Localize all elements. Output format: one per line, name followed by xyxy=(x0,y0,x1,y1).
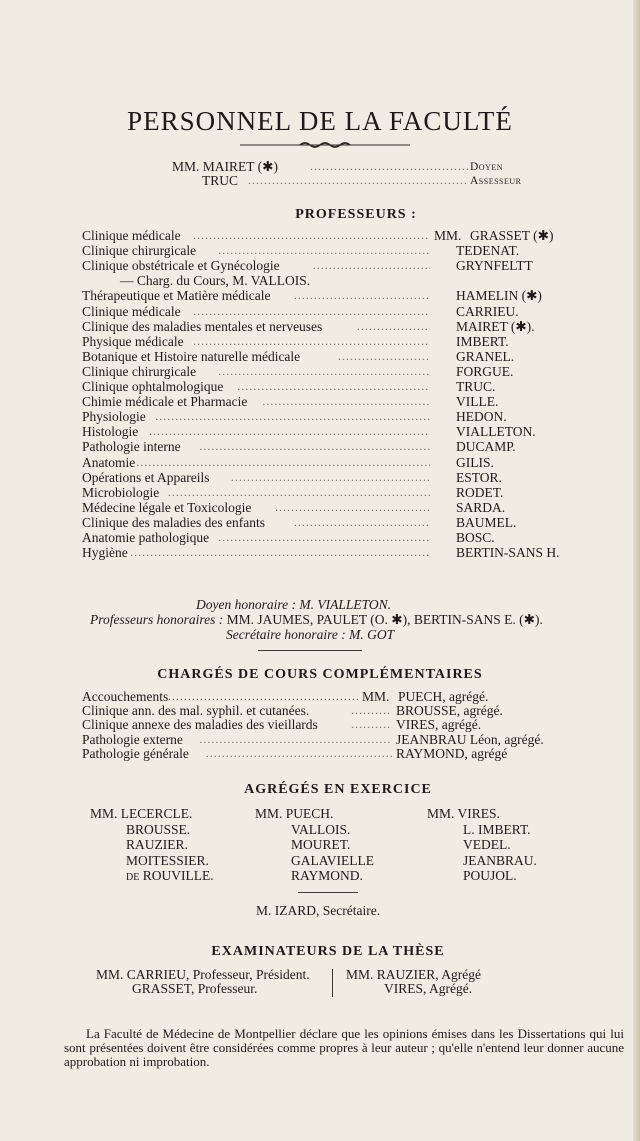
charge-name: RAYMOND, agrégé xyxy=(396,746,508,761)
professeur-subject: Clinique des maladies mentales et nerveuses xyxy=(82,319,323,334)
professeur-name: GRANEL. xyxy=(456,349,515,364)
professeur-name: VILLE. xyxy=(456,394,499,409)
professeur-name: BOSC. xyxy=(456,530,495,545)
professeur-name: RODET. xyxy=(456,485,504,500)
examinateurs-left: MM. CARRIEU, Professeur, Président. GRASSET, Professeur. xyxy=(96,967,310,996)
leader-dots xyxy=(149,424,430,439)
professeur-name: BAUMEL. xyxy=(456,515,517,530)
leader-dots xyxy=(294,288,430,303)
charge-subject: Pathologie générale xyxy=(82,746,189,761)
leader-dots xyxy=(351,703,392,718)
section-divider xyxy=(298,892,358,893)
professeur-subject: Physique médicale xyxy=(82,334,184,349)
professeur-name: GRASSET (✱) xyxy=(470,228,554,243)
professeur-subject: Clinique médicale xyxy=(82,228,181,243)
charge-name: BROUSSE, agrégé. xyxy=(396,703,503,718)
leader-dots xyxy=(193,304,430,319)
professeur-subject: Clinique ophtalmologique xyxy=(82,379,224,394)
leader-dots xyxy=(338,349,430,364)
charge-name: PUECH, agrégé. xyxy=(398,689,489,704)
professeur-subject: Clinique médicale xyxy=(82,304,181,319)
professeur-name: FORGUE. xyxy=(456,364,514,379)
professeur-name: HAMELIN (✱) xyxy=(456,288,542,303)
leader-dots xyxy=(193,334,430,349)
professeur-name: CARRIEU. xyxy=(456,304,519,319)
leader-dots xyxy=(357,319,430,334)
leader-dots xyxy=(218,364,430,379)
professeur-name: IMBERT. xyxy=(456,334,509,349)
leader-dots xyxy=(168,485,430,500)
professeur-name: HEDON. xyxy=(456,409,507,424)
professeur-subject: Hygiène xyxy=(82,545,128,560)
professeur-name: BERTIN-SANS H. xyxy=(456,545,560,560)
professeurs-honoraires: Professeurs honoraires : MM. JAUMES, PAULET (O. ✱), BERTIN-SANS E. (✱). xyxy=(90,612,543,627)
professeur-subject: Physiologie xyxy=(82,409,146,424)
professeur-subject: Chimie médicale et Pharmacie xyxy=(82,394,248,409)
agreges-column-3: MM. VIRES. L. IMBERT. VEDEL. JEANBRAU. POUJOL. xyxy=(427,806,537,883)
professeur-subject: Médecine légale et Toxicologie xyxy=(82,500,252,515)
agreges-column-1: MM. LECERCLE. BROUSSE. RAUZIER. MOITESSIER. DE ROUVILLE. xyxy=(90,806,214,883)
leader-dots xyxy=(193,228,430,243)
leader-dots xyxy=(262,394,430,409)
leader-dots xyxy=(313,258,430,273)
professeur-subject: Histologie xyxy=(82,424,139,439)
charges-prefix: MM. xyxy=(362,689,390,704)
ornament-flourish xyxy=(240,141,410,149)
leader-dots xyxy=(351,717,392,732)
faculty-disclaimer: La Faculté de Médecine de Montpellier déclare que les opinions émises dans les Dissertations qui lui sont présentées doivent être considérées comme propres à leur auteur ; qu'elle n'entend leur donner aucune approbation ni improbation. xyxy=(64,1026,624,1069)
charge-subject: Pathologie externe xyxy=(82,732,183,747)
examinateurs-right: MM. RAUZIER, Agrégé VIRES, Agrégé. xyxy=(346,967,481,996)
professeur-subject: Thérapeutique et Matière médicale xyxy=(82,288,271,303)
professeur-subject: Clinique chirurgicale xyxy=(82,243,197,258)
leader-dots xyxy=(310,159,468,174)
professeur-name: ESTOR. xyxy=(456,470,502,485)
officer-assessor-name: TRUC xyxy=(202,173,239,188)
professeur-subject: Opérations et Appareils xyxy=(82,470,210,485)
professeur-name: VIALLETON. xyxy=(456,424,536,439)
leader-dots xyxy=(231,470,430,485)
professeur-subject: Botanique et Histoire naturelle médicale xyxy=(82,349,301,364)
leader-dots xyxy=(294,515,430,530)
leader-dots xyxy=(218,530,430,545)
leader-dots xyxy=(206,746,392,761)
professeur-name: TEDENAT. xyxy=(456,243,520,258)
agreges-heading: AGRÉGÉS EN EXERCICE xyxy=(244,782,432,797)
officer-dean-name: MM. MAIRET (✱) xyxy=(172,159,278,174)
professeur-name: DUCAMP. xyxy=(456,439,516,454)
professeur-subject: Microbiologie xyxy=(82,485,160,500)
officer-dean-role: Doyen xyxy=(470,161,504,173)
page-edge-shadow xyxy=(633,0,640,1141)
agreges-column-2: MM. PUECH. VALLOIS. MOURET. GALAVIELLE RAYMOND. xyxy=(255,806,374,883)
leader-dots xyxy=(237,379,430,394)
examinateurs-heading: EXAMINATEURS DE LA THÈSE xyxy=(211,944,445,959)
charges-heading: CHARGÉS DE COURS COMPLÉMENTAIRES xyxy=(157,667,483,682)
professeurs-heading: PROFESSEURS : xyxy=(295,207,417,222)
professeur-subject: Anatomie xyxy=(82,455,136,470)
charge-name: VIRES, agrégé. xyxy=(396,717,482,732)
agreges-secretaire: M. IZARD, Secrétaire. xyxy=(256,903,381,918)
leader-dots xyxy=(218,243,430,258)
professeur-subject: — Charg. du Cours, M. VALLOIS. xyxy=(120,273,311,288)
professeur-name: GILIS. xyxy=(456,455,494,470)
charge-subject: Clinique annexe des maladies des vieillards xyxy=(82,717,318,732)
charge-name: JEANBRAU Léon, agrégé. xyxy=(396,732,544,747)
examinateurs-separator xyxy=(332,969,333,997)
professeurs-prefix: MM. xyxy=(434,228,462,243)
doyen-honoraire: Doyen honoraire : M. VIALLETON. xyxy=(196,597,391,612)
charge-subject: Clinique ann. des mal. syphil. et cutanées. xyxy=(82,703,310,718)
professeur-subject: Clinique chirurgicale xyxy=(82,364,197,379)
professeur-subject: Anatomie pathologique xyxy=(82,530,210,545)
leader-dots xyxy=(199,439,430,454)
professeur-name: MAIRET (✱). xyxy=(456,319,535,334)
leader-dots xyxy=(130,545,430,560)
professeur-subject: Clinique obstétricale et Gynécologie xyxy=(82,258,280,273)
professeur-name: GRYNFELTT xyxy=(456,258,533,273)
leader-dots xyxy=(168,689,358,704)
professeur-name: SARDA. xyxy=(456,500,506,515)
professeur-subject: Pathologie interne xyxy=(82,439,181,454)
leader-dots xyxy=(136,455,430,470)
professeur-name: TRUC. xyxy=(456,379,496,394)
leader-dots xyxy=(155,409,430,424)
page-title: PERSONNEL DE LA FACULTÉ xyxy=(127,106,513,136)
officer-assessor-role: Assesseur xyxy=(470,175,522,187)
charge-subject: Accouchements xyxy=(82,689,169,704)
secretaire-honoraire: Secrétaire honoraire : M. GOT xyxy=(226,627,395,642)
leader-dots xyxy=(199,732,392,747)
section-divider xyxy=(258,650,362,651)
leader-dots xyxy=(275,500,430,515)
leader-dots xyxy=(248,173,468,188)
professeur-subject: Clinique des maladies des enfants xyxy=(82,515,265,530)
